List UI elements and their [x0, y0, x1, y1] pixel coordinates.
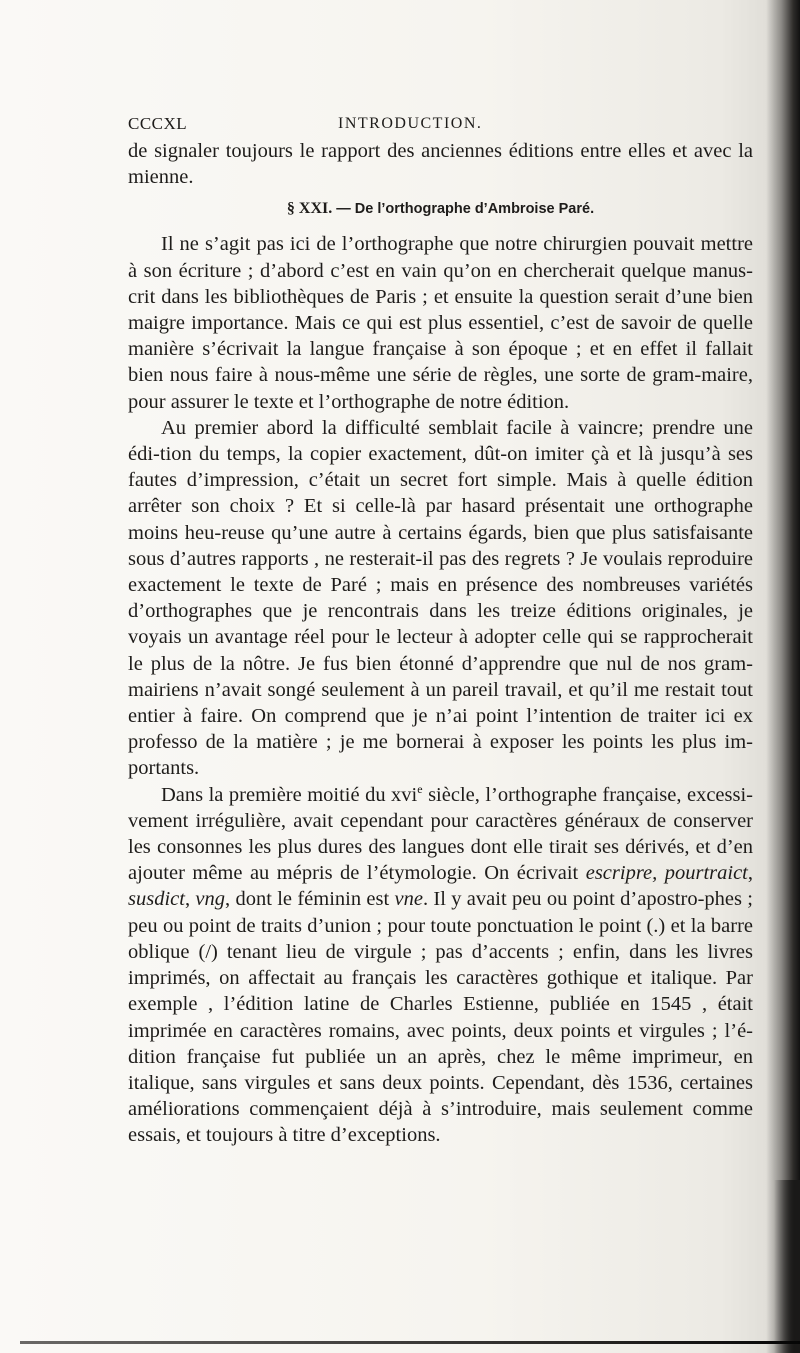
page-edge-shadow [766, 0, 800, 1353]
paragraph-continuation: de signaler toujours le rapport des anciennes éditions entre elles et avec la mienne. [128, 140, 753, 189]
paragraph-1: Il ne s’agit pas ici de l’orthographe que notre chirurgien pouvait mettre à son écriture ; d’abord c’est en vain qu’on en chercherait quelque manus-crit dans les bibliothèques de Paris ; et ensuite la question serait d’une bien maigre importance. Mais ce qui est plus essentiel, c’est de savoir de quelle manière s’écrivait la langue française à son époque ; et en effet il fallait bien nous faire à nous-même une série de règles, une sorte de gram-maire, pour assurer le texte et l’orthographe de notre édition. [128, 233, 753, 413]
p3-italic-3: vng [195, 888, 226, 911]
section-title: — De l’orthographe d’Ambroise Paré. [332, 201, 595, 218]
paragraph-3 [128, 782, 753, 1149]
running-head: INTRODUCTION. [338, 115, 483, 132]
p3-text-e: , dont le féminin est [225, 888, 395, 911]
section-number: § XXI. [286, 200, 333, 218]
page-bottom-rule [20, 1341, 800, 1344]
p3-text-d: , [184, 888, 196, 911]
p3-superscript: e [417, 781, 423, 796]
p3-italic-2: susdict [128, 888, 185, 911]
section-heading [128, 199, 753, 219]
p3-text-f: . Il y avait peu ou point d’apostro-phes ; peu ou point de traits d’union ; pour toute ponctuation le point (.) et la barre oblique (/) tenant lieu de virgule ; pas d’accents ; enfin, dans les livres imprimés, on affectait au français les caractères gothique et italique. Par exemple , l’édition latine de Charles Estienne, publiée en 1545 , était imprimée en caractères romains, avec points, deux points et virgules ; l’é-dition française fut publiée un an après, chez le même imprimeur, en italique, sans virgules et sans deux points. Cependant, dès 1536, certaines améliorations commençaient déjà à s’introduire, mais seulement comme essais, et toujours à titre d’exceptions. [128, 888, 753, 1147]
page-edge-dark [774, 1180, 800, 1353]
page-number: CCCXL [128, 114, 188, 133]
p3-text-a: Dans la première moitié du xvi [161, 783, 418, 806]
p3-text-c: , [747, 862, 754, 885]
body-text [128, 138, 753, 1149]
page-header [128, 114, 753, 140]
paragraph-2: Au premier abord la difficulté semblait facile à vaincre; prendre une édi-tion du temps, la copier exactement, dût-on imiter çà et là jusqu’à ses fautes d’impression, c’était un secret fort simple. Mais à quelle édition arrêter son choix ? Et si celle-là par hasard présentait une orthographe moins heu-reuse qu’une autre à certains égards, bien que plus satisfaisante sous d’autres rapports , ne resterait-il pas des regrets ? Je voulais reproduire exactement le texte de Paré ; mais en présence des nombreuses variétés d’orthographes que je rencontrais dans les treize éditions originales, je voyais un avantage réel pour le lecteur à adopter celle qui se rapprocherait le plus de la nôtre. Je fus bien étonné d’apprendre que nul de nos gram-mairiens n’avait songé seulement à un pareil travail, et qu’il me restait tout entier à faire. On comprend que je n’ai point l’intention de traiter ici ex professo de la matière ; je me bornerai à exposer les points les plus im-portants. [128, 416, 753, 780]
p3-italic-4: vne [394, 888, 423, 911]
p3-italic-1: escripre, pourtraict [585, 862, 748, 885]
p3-text-b: siècle, l’orthographe française, excessi-vement irrégulière, avait cependant pour caractères généraux de conserver les consonnes les plus dures des langues dont elle tirait ses dérivés, et d’en ajouter même au mépris de l’étymologie. On écrivait [128, 783, 754, 885]
